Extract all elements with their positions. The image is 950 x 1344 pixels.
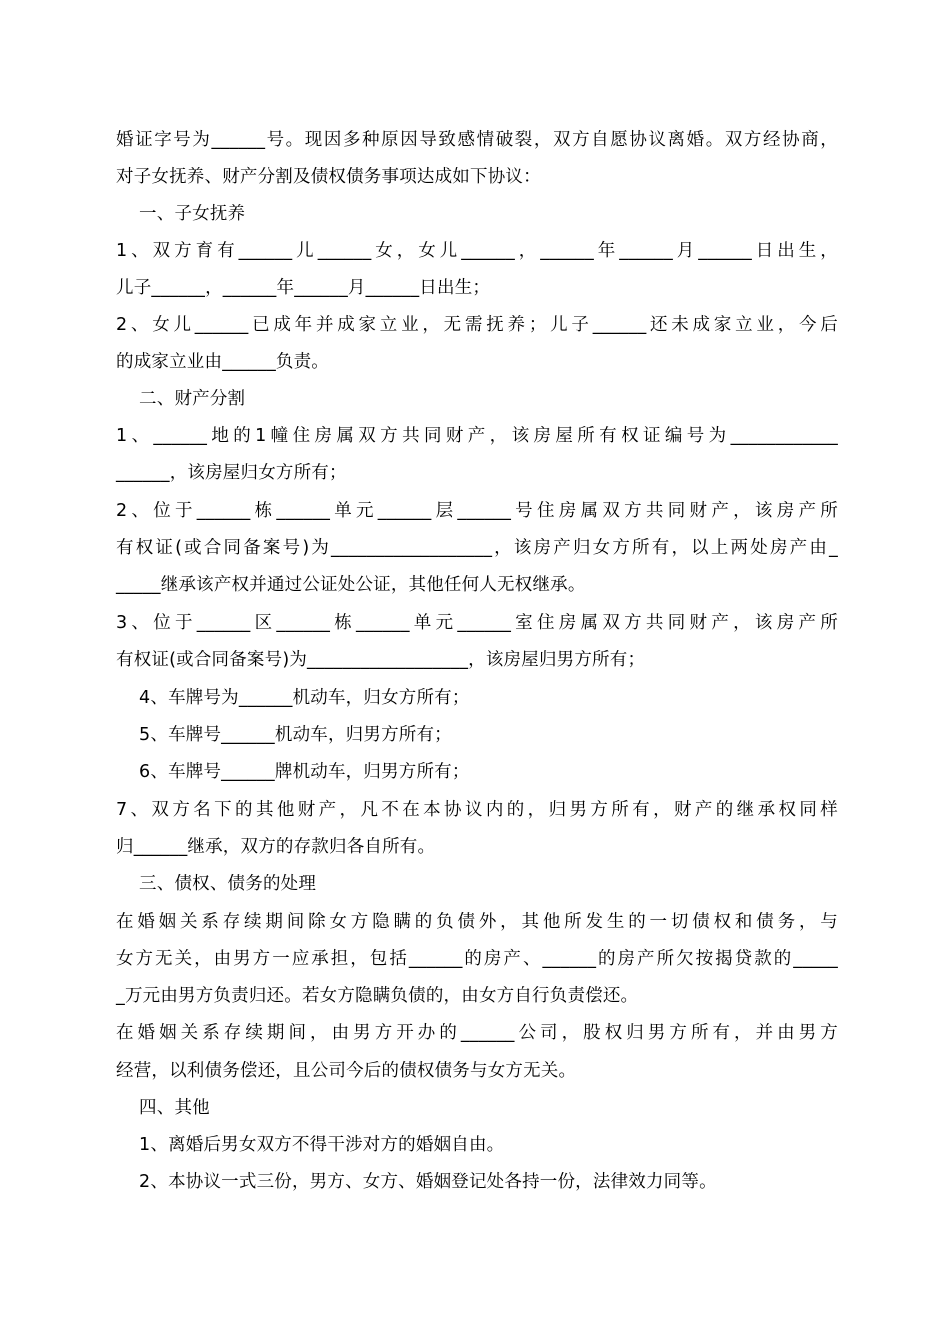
paragraph-line: 2、本协议一式三份，男方、女方、婚姻登记处各持一份，法律效力同等。 xyxy=(116,1172,717,1192)
paragraph-line: 儿子______，______年______月______日出生； xyxy=(116,278,491,298)
paragraph-line: 对子女抚养、财产分割及债权债务事项达成如下协议： xyxy=(116,167,541,187)
paragraph-line: 有权证(或合同备案号)为__________________，该房屋归男方所有； xyxy=(116,650,646,670)
paragraph-line: 3、位于______区______栋______单元______室住房属双方共同财产，该房产所 xyxy=(116,613,838,633)
paragraph-line: 1、______地的1幢住房属双方共同财产，该房屋所有权证编号为____________ xyxy=(116,426,838,446)
paragraph-line: 2、女儿______已成年并成家立业，无需抚养；儿子______还未成家立业，今后 xyxy=(116,315,838,335)
paragraph-line: 5、车牌号______机动车，归男方所有； xyxy=(116,725,452,745)
paragraph-line: 1、双方育有______儿______女，女儿______，______年______月______日出生， xyxy=(116,241,838,261)
paragraph-line: ______，该房屋归女方所有； xyxy=(116,463,347,483)
section-heading-other: 四、其他 xyxy=(116,1098,210,1118)
paragraph-line: 归______继承，双方的存款归各自所有。 xyxy=(116,837,436,857)
paragraph-line: 2、位于______栋______单元______层______号住房属双方共同财产，该房产所 xyxy=(116,501,838,521)
paragraph-line: 有权证(或合同备案号)为__________________，该房产归女方所有，以上两处房产由_ xyxy=(116,538,838,558)
paragraph-line: 6、车牌号______牌机动车，归男方所有； xyxy=(116,762,470,782)
paragraph-line: 4、车牌号为______机动车，归女方所有； xyxy=(116,688,470,708)
section-heading-property-division: 二、财产分割 xyxy=(116,389,246,409)
paragraph-line: 婚证字号为______号。现因多种原因导致感情破裂，双方自愿协议离婚。双方经协商， xyxy=(116,130,838,150)
paragraph-line: _万元由男方负责归还。若女方隐瞒负债的，由女方自行负责偿还。 xyxy=(116,986,639,1006)
paragraph-line: 在婚姻关系存续期间除女方隐瞒的负债外，其他所发生的一切债权和债务，与 xyxy=(116,912,838,932)
paragraph-line: 的成家立业由______负责。 xyxy=(116,352,329,372)
paragraph-line: 在婚姻关系存续期间，由男方开办的______公司，股权归男方所有，并由男方 xyxy=(116,1023,838,1043)
section-heading-child-support: 一、子女抚养 xyxy=(116,204,246,224)
paragraph-line: 女方无关，由男方一应承担，包括______的房产、______的房产所欠按揭贷款的_____ xyxy=(116,949,838,969)
paragraph-line: _____继承该产权并通过公证处公证，其他任何人无权继承。 xyxy=(116,575,586,595)
paragraph-line: 1、离婚后男女双方不得干涉对方的婚姻自由。 xyxy=(116,1135,505,1155)
paragraph-line: 7、双方名下的其他财产，凡不在本协议内的，归男方所有，财产的继承权同样 xyxy=(116,800,838,820)
section-heading-debts: 三、债权、债务的处理 xyxy=(116,874,317,894)
paragraph-line: 经营，以利债务偿还，且公司今后的债权债务与女方无关。 xyxy=(116,1061,577,1081)
